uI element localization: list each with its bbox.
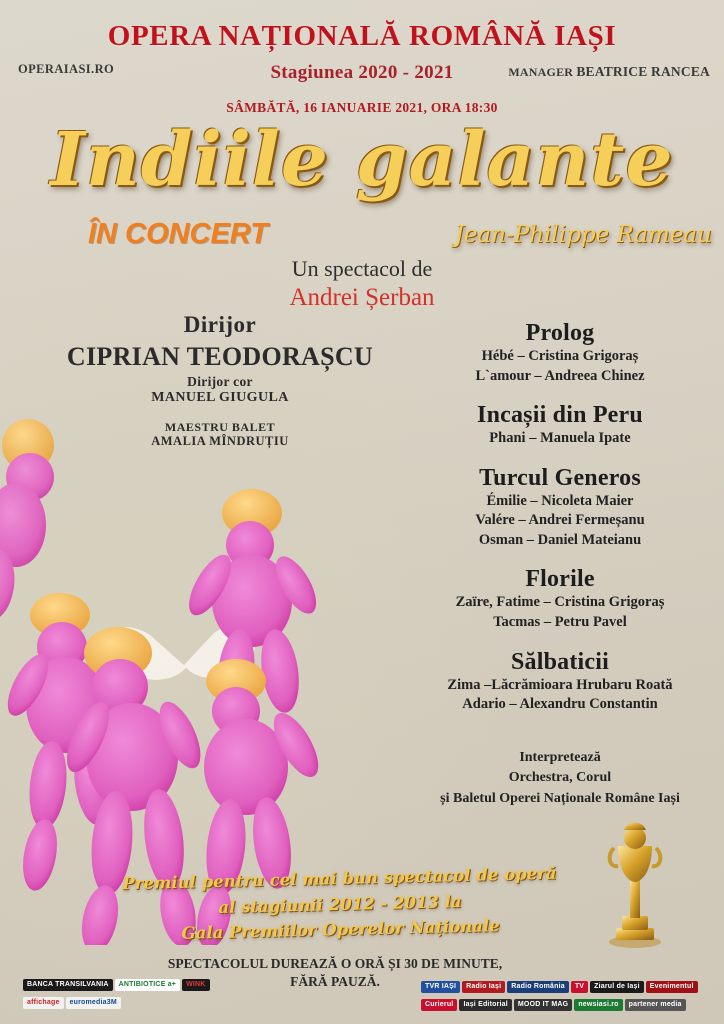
sponsor-logo: Radio România: [507, 981, 569, 993]
cast-artist-name: Manuela Ipate: [540, 430, 631, 447]
website-label: OPERAIASI.RO: [18, 62, 115, 76]
award-line-3: Gala Premiilor Operelor Naționale: [181, 916, 500, 944]
cast-role-separator: –: [525, 430, 541, 447]
sponsors-left: [22, 976, 252, 1012]
cast-role-name: Émilie: [486, 492, 527, 509]
cast-spacer: [404, 449, 716, 463]
cast-act-title: Turcul Generos: [479, 464, 641, 491]
sponsor-logo: euromedia3M: [66, 997, 121, 1009]
sponsor-logo: Iași Editorial: [459, 999, 511, 1011]
cast-act-title: Sălbaticii: [510, 648, 609, 675]
cast-role-name: Zaïre, Fatime: [455, 594, 540, 611]
cast-role-row: [404, 593, 716, 613]
cast-act-title: Incașii din Peru: [477, 402, 643, 429]
cast-artist-name: Cristina Grigoraș: [528, 348, 639, 364]
cast-role-name: Osman: [478, 531, 524, 548]
cast-role-row: [404, 613, 716, 633]
cast-role-separator: –: [513, 348, 529, 364]
cast-role-row: [404, 492, 716, 512]
performers-line-1: Interpretează: [519, 750, 601, 765]
sponsor-logo: WINK: [182, 979, 209, 991]
cast-role-separator: –: [530, 367, 545, 384]
manager-label: MANAGER: [508, 65, 577, 79]
cast-act-title: Florile: [525, 566, 595, 593]
award-line-1: Premiul pentru cel mai bun spectacol de operă: [122, 863, 557, 894]
manager-name: BEATRICE RANCEA: [576, 64, 710, 79]
cast-role-separator: –: [480, 676, 492, 693]
performance-date: SÂMBĂTĂ, 16 IANUARIE 2021, ORA 18:30: [226, 100, 498, 115]
cast-act: [404, 649, 716, 715]
cast-act-title: Prolog: [525, 320, 595, 346]
cast-artist-name: Lăcrămioara Hrubaru Roată: [491, 676, 673, 693]
sponsor-logo: ANTIBIOTICE a+: [115, 979, 180, 991]
sponsor-logo: Ziarul de Iași: [590, 981, 644, 993]
sponsors-right: [420, 978, 710, 1014]
sponsor-logo: Radio Iași: [462, 981, 505, 993]
award-block: [59, 859, 621, 949]
cast-artist-name: Andreea Chinez: [544, 367, 645, 384]
cast-role-name: Valére: [475, 512, 515, 529]
manager-credit: [508, 64, 710, 80]
page-title: Indiile galante: [50, 117, 674, 203]
cast-role-row: [404, 531, 716, 551]
cast-role-separator: –: [539, 594, 555, 611]
production-by-label: Un spectacol de: [291, 256, 433, 281]
cast-artist-name: Alexandru Constantin: [519, 696, 658, 713]
sponsor-logo: MOOD IT MAG: [514, 999, 572, 1011]
performers-block: [404, 748, 716, 809]
cast-spacer: [404, 633, 716, 647]
chorus-master-name: MANUEL GIUGULA: [151, 390, 289, 405]
season-label: Stagiunea 2020 - 2021: [270, 62, 454, 83]
cast-role-row: [404, 511, 716, 531]
cast-role-row: [404, 347, 716, 367]
cast-role-name: Phani: [489, 430, 526, 447]
cast-role-separator: –: [505, 696, 520, 713]
conductor-label: Dirijor: [183, 312, 257, 337]
award-line-2: al stagiunii 2012 - 2013 la: [218, 891, 462, 917]
cast-list: [404, 318, 716, 715]
cast-artist-name: Daniel Mateianu: [537, 531, 642, 548]
conductor-name: CIPRIAN TEODORAȘCU: [66, 342, 374, 371]
cast-role-separator: –: [526, 492, 542, 509]
sponsor-logo: TV: [571, 981, 588, 993]
cast-role-row: [404, 367, 716, 387]
cast-role-name: Zima: [447, 676, 481, 693]
cast-spacer: [404, 386, 716, 400]
sponsor-logo: partener media: [625, 999, 686, 1011]
institution-title: OPERA NAȚIONALĂ ROMÂNĂ IAȘI: [107, 20, 617, 52]
cast-role-name: Hébé: [481, 348, 514, 364]
performers-line-2: Orchestra, Corul: [508, 770, 612, 786]
cast-role-row: [404, 429, 716, 449]
ballet-master-name: AMALIA MÎNDRUȚIU: [151, 434, 289, 448]
cast-act: [404, 320, 716, 386]
cast-artist-name: Andrei Fermeșanu: [528, 512, 645, 529]
duration-line-1: SPECTACOLUL DUREAZĂ O ORĂ ȘI 30 DE MINUTE,: [167, 956, 503, 971]
cast-role-name: L`amour: [475, 367, 531, 384]
cast-artist-name: Petru Pavel: [554, 613, 627, 630]
format-label: ÎN CONCERT: [88, 218, 268, 250]
cast-artist-name: Nicoleta Maier: [541, 492, 634, 509]
cherubs-illustration: [0, 385, 420, 945]
cast-role-row: [404, 695, 716, 715]
cast-role-separator: –: [540, 613, 555, 630]
cast-role-name: Adario: [462, 696, 506, 713]
sponsor-logo: Evenimentul: [646, 981, 698, 993]
cast-spacer: [404, 550, 716, 564]
cast-role-name: Tacmas: [493, 613, 541, 630]
sponsor-logo: newsiasi.ro: [574, 999, 622, 1011]
composer-name: Jean-Philippe Rameau: [454, 222, 712, 248]
cast-act: [404, 465, 716, 551]
cast-role-separator: –: [523, 531, 538, 548]
sponsor-logo: BANCA TRANSILVANIA: [23, 979, 113, 991]
cast-artist-name: Cristina Grigoraș: [554, 594, 665, 611]
sponsor-logo: affichage: [23, 997, 64, 1009]
cast-act: [404, 566, 716, 632]
duration-line-2: FĂRĂ PAUZĂ.: [290, 973, 380, 989]
cast-act: [404, 402, 716, 449]
chorus-master-label: Dirijor cor: [187, 374, 253, 389]
cast-role-separator: –: [514, 512, 529, 529]
production-director: Andrei Șerban: [289, 284, 435, 311]
performers-line-3: și Baletul Operei Naționale Române Iași: [440, 790, 680, 806]
cast-role-row: [404, 676, 716, 696]
sponsor-logo: TVR IAȘI: [421, 981, 460, 993]
sponsor-logo: Curierul: [421, 999, 457, 1011]
ballet-master-label: MAESTRU BALET: [164, 420, 276, 434]
